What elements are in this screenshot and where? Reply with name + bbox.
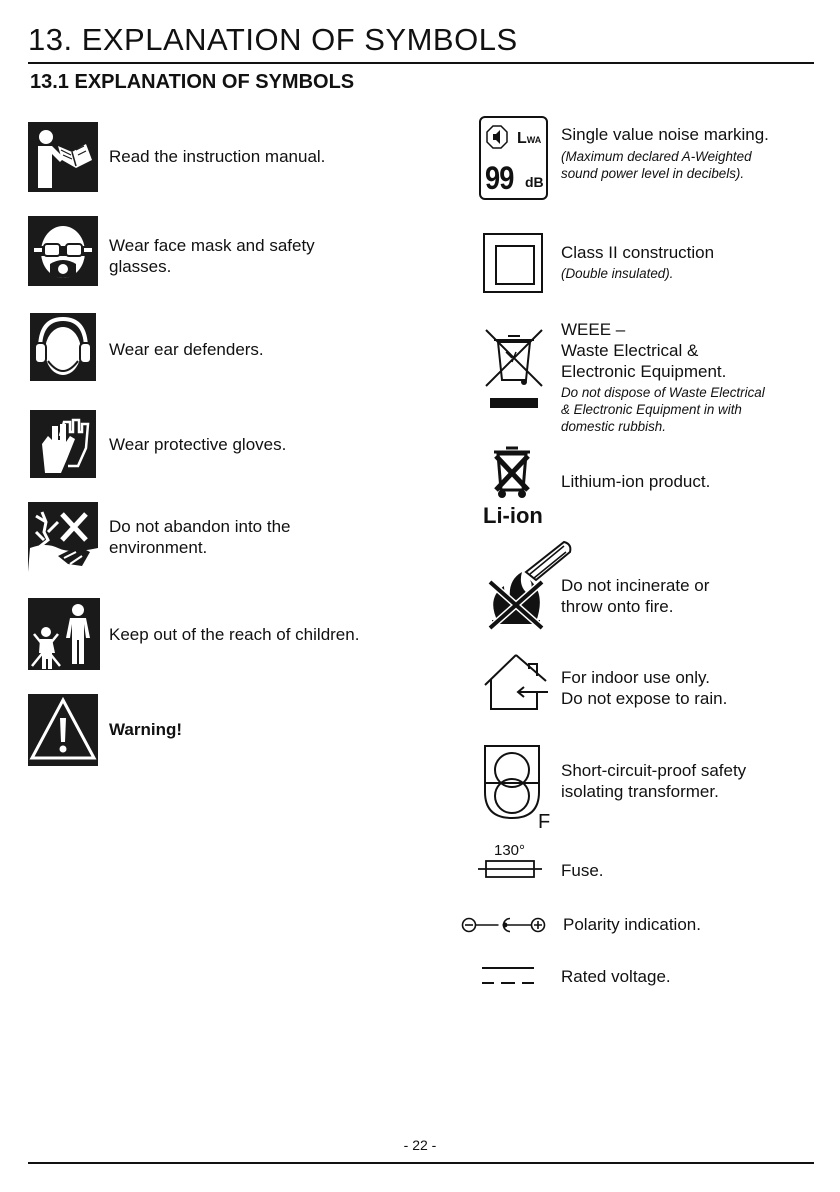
symbol-label-li-ion: Lithium-ion product. xyxy=(561,472,711,491)
title-divider xyxy=(28,62,814,64)
symbol-label-no-fire: Do not incinerate or throw onto fire. xyxy=(561,576,710,616)
li-ion-bin-icon xyxy=(490,446,534,500)
section-heading: 13.1 EXPLANATION OF SYMBOLS xyxy=(30,71,355,93)
fuse-icon xyxy=(476,858,544,880)
symbol-label-noise: Single value noise marking. (Maximum declared A-Weighted sound power level in decibels). xyxy=(561,125,769,181)
transformer-icon xyxy=(483,744,543,820)
face-mask-glasses-icon xyxy=(28,216,98,286)
weee-bin-icon xyxy=(484,328,544,410)
indoor-use-icon xyxy=(482,652,550,712)
rated-voltage-icon xyxy=(481,966,535,986)
li-ion-label: Li-ion xyxy=(483,503,543,528)
warning-icon xyxy=(28,694,98,766)
do-not-abandon-icon xyxy=(28,502,98,572)
class-ii-icon xyxy=(483,233,543,293)
symbol-label-face-mask: Wear face mask and safety glasses. xyxy=(109,236,315,276)
symbol-label-read-manual: Read the instruction manual. xyxy=(109,147,326,166)
symbol-label-polarity: Polarity indication. xyxy=(563,915,701,934)
symbol-label-transformer: Short-circuit-proof safety isolating transformer. xyxy=(561,761,747,801)
protective-gloves-icon xyxy=(30,410,96,478)
page-number: - 22 - xyxy=(403,1137,437,1153)
symbol-label-class-ii: Class II construction (Double insulated). xyxy=(561,243,715,281)
page-title: 13. EXPLANATION OF SYMBOLS xyxy=(28,22,518,57)
children-icon xyxy=(28,598,100,670)
polarity-icon xyxy=(460,916,550,934)
fuse-temperature: 130° xyxy=(494,842,526,859)
symbol-label-fuse: Fuse. xyxy=(561,861,604,880)
symbol-label-weee: WEEE – Waste Electrical & Electronic Equipment. Do not dispose of Waste Electrical & Electronic Equipment in with domestic rubbish. xyxy=(561,320,765,434)
symbol-label-ear-defenders: Wear ear defenders. xyxy=(109,340,264,359)
symbol-label-warning: Warning! xyxy=(109,720,183,739)
symbol-label-voltage: Rated voltage. xyxy=(561,967,671,986)
ear-defenders-icon xyxy=(30,313,96,381)
symbol-label-gloves: Wear protective gloves. xyxy=(109,435,287,454)
read-manual-icon xyxy=(28,122,98,192)
symbol-label-children: Keep out of the reach of children. xyxy=(109,625,360,644)
symbol-label-do-not-abandon: Do not abandon into the environment. xyxy=(109,517,291,557)
noise-marking-icon: LWA 99 dB xyxy=(479,116,548,200)
footer-divider xyxy=(28,1162,814,1164)
symbol-label-indoor: For indoor use only. Do not expose to rain. xyxy=(561,668,728,708)
transformer-letter: F xyxy=(538,811,551,833)
